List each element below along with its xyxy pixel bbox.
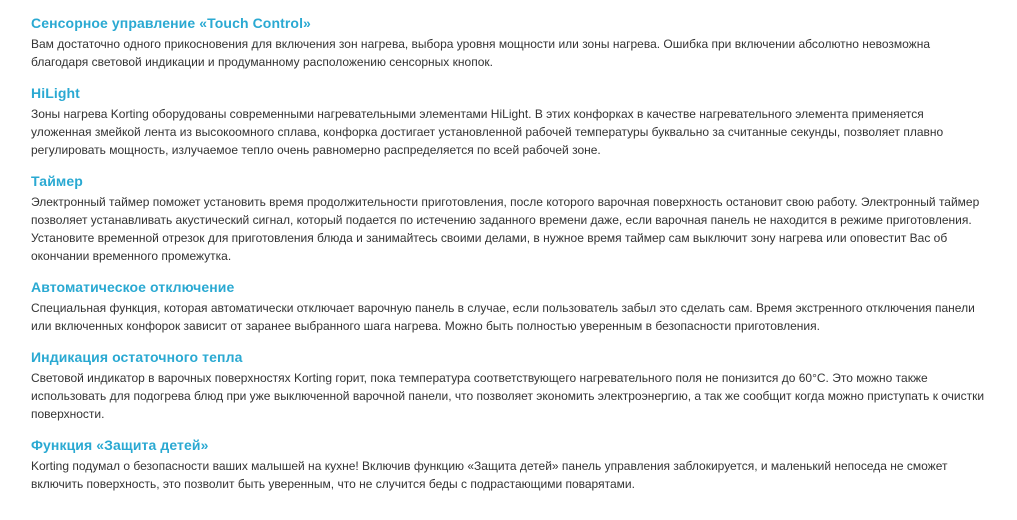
- feature-description: Специальная функция, которая автоматически отключает варочную панель в случае, если пользователь забыл это сделать сам. Время экстренного отключения панели или включенных конфорок зависит от заранее выбранного шага нагрева. Можно быть полностью уверенным в безопасности приготовления.: [31, 301, 975, 333]
- feature-residual-heat: [31, 348, 997, 423]
- feature-title: HiLight: [31, 85, 80, 101]
- feature-hilight: [31, 84, 997, 159]
- feature-description: Зоны нагрева Korting оборудованы современными нагревательными элементами HiLight. В этих конфорках в качестве нагревательного элемента применяется уложенная змейкой лента из высокоомного сплава, конфорка достигает установленной рабочей температуры буквально за считанные секунды, позволяет плавно регулировать мощность, излучаемое тепло очень равномерно распределяется по всей рабочей зоне.: [31, 107, 944, 157]
- feature-description: Световой индикатор в варочных поверхностях Korting горит, пока температура соответствующего нагревательного поля не понизится до 60°C. Это можно также использовать для подогрева блюд при уже выключенной варочной панели, что позволяет экономить электроэнергию, а так же сообщит когда можно приступать к очистки поверхности.: [31, 371, 985, 421]
- feature-description: Электронный таймер поможет установить время продолжительности приготовления, после которого варочная поверхность остановит свою работу. Электронный таймер позволяет устанавливать акустический сигнал, который подается по истечению заданного времени даже, если варочная панель не находится в режиме приготовления. Установите временной отрезок для приготовления блюда и занимайтесь своими делами, в нужное время таймер сам выключит зону нагрева или оповестит Вас об окончании временного промежутка.: [31, 195, 980, 263]
- feature-touch-control: [31, 14, 997, 71]
- feature-auto-shutoff: [31, 278, 997, 335]
- feature-title: Индикация остаточного тепла: [31, 349, 243, 365]
- feature-description: Korting подумал о безопасности ваших малышей на кухне! Включив функцию «Защита детей» панель управления заблокируется, и маленький непоседа не сможет включить поверхность, это позволит быть уверенным, что не случится беды с подрастающими поварятами.: [31, 459, 948, 491]
- feature-description: Вам достаточно одного прикосновения для включения зон нагрева, выбора уровня мощности или зоны нагрева. Ошибка при включении абсолютно невозможна благодаря световой индикации и продуманному расположению сенсорных кнопок.: [31, 37, 931, 69]
- feature-title: Сенсорное управление «Touch Control»: [31, 15, 311, 31]
- feature-title: Автоматическое отключение: [31, 279, 235, 295]
- feature-title: Функция «Защита детей»: [31, 437, 209, 453]
- feature-title: Таймер: [31, 173, 83, 189]
- feature-child-lock: [31, 436, 997, 493]
- feature-timer: [31, 172, 997, 265]
